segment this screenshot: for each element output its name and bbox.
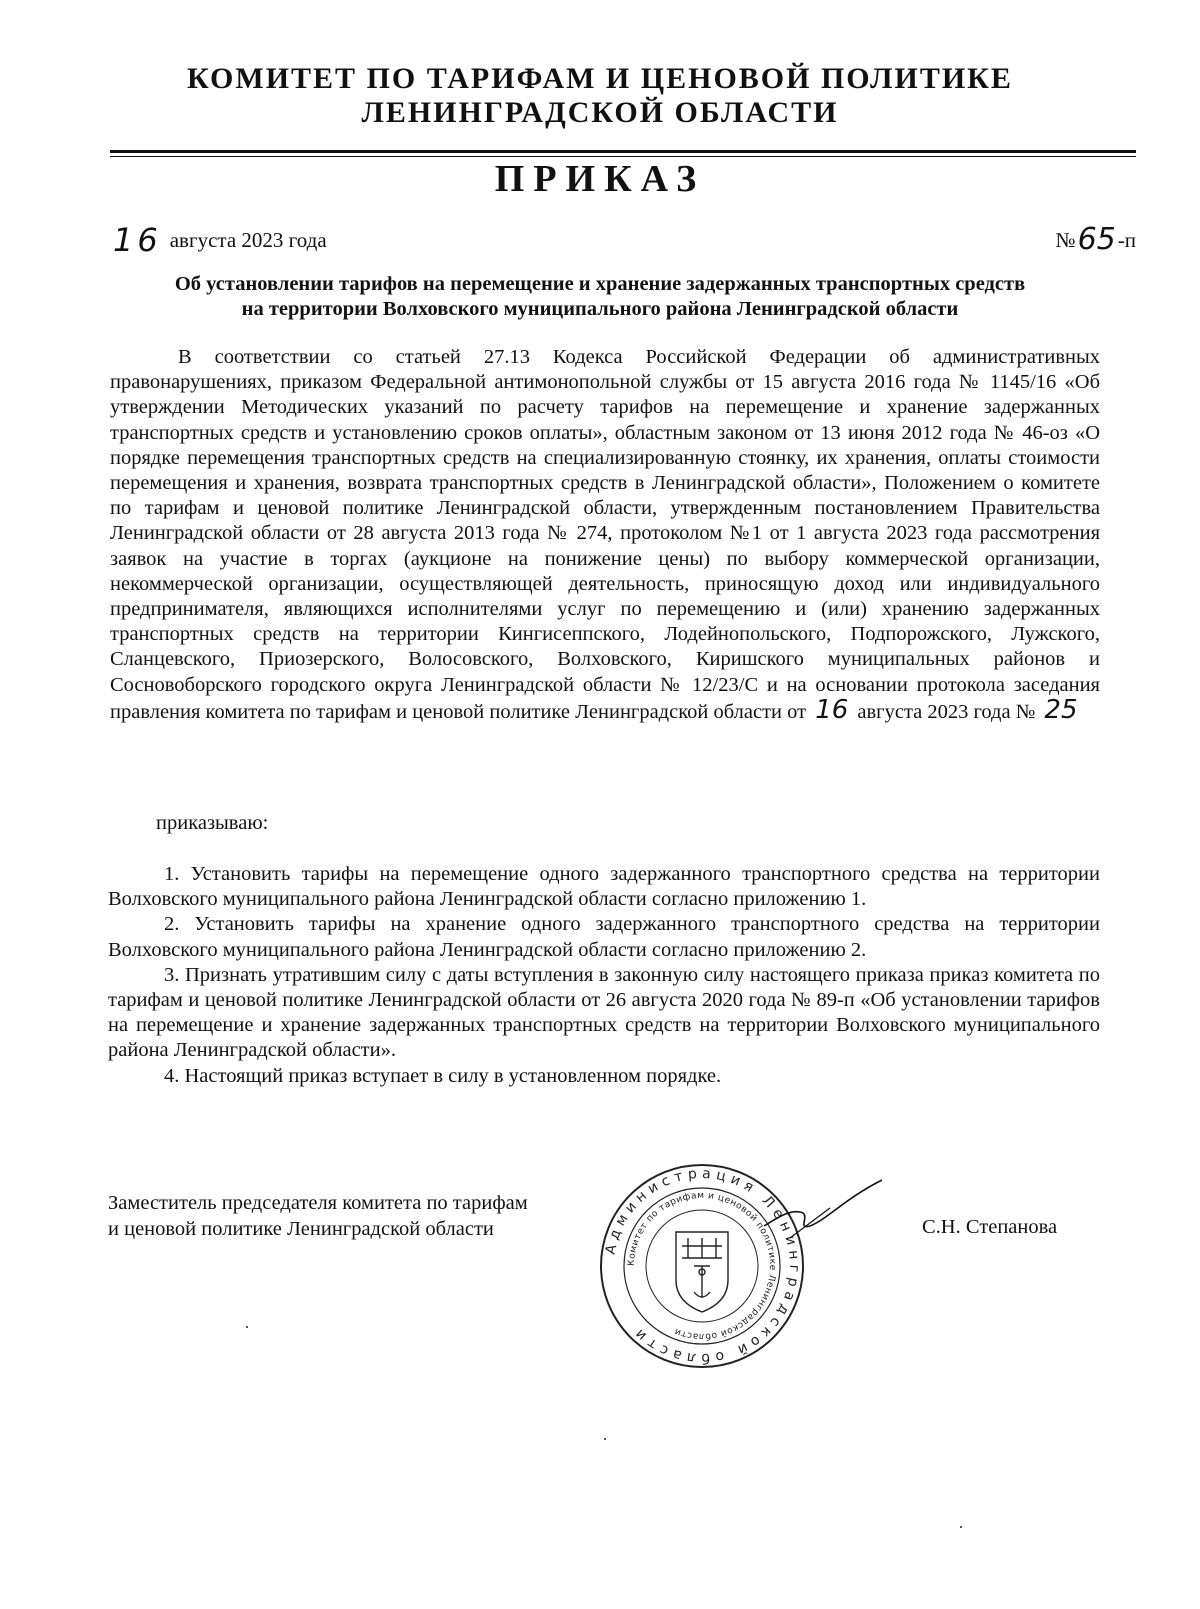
handwritten-signature <box>760 1168 890 1258</box>
subject-line-2: на территории Волховского муниципального района Ленинградской области <box>241 298 959 320</box>
preamble-paragraph <box>110 345 1100 725</box>
document-number <box>1056 220 1136 260</box>
coat-of-arms-icon <box>676 1232 728 1312</box>
issuer-header <box>0 62 1200 130</box>
scan-speck <box>604 1438 606 1440</box>
order-word: приказываю: <box>156 812 269 834</box>
number-suffix: -п <box>1117 228 1136 252</box>
order-items <box>108 862 1100 1089</box>
seal-outer-text: Администрация Ленинградской области <box>602 1165 803 1367</box>
scan-speck <box>246 1326 248 1328</box>
handwritten-protocol-number: 25 <box>1044 694 1078 725</box>
document-subject <box>100 272 1100 322</box>
header-rule-thick <box>110 150 1136 153</box>
document-title: ПРИКАЗ <box>494 158 706 200</box>
subject-line-1: Об установлении тарифов на перемещение и хранение задержанных транспортных средств <box>174 273 1026 295</box>
seal-inner-text: Комитет по тарифам и ценовой политике Ленинградской области <box>626 1190 778 1342</box>
order-item-2: 2. Установить тарифы на хранение одного задержанного транспортного средства на территории Волховского муниципального района Ленинградской области согласно приложению 2. <box>108 913 1100 961</box>
scan-speck <box>960 1526 962 1528</box>
signatory-position <box>108 1190 528 1242</box>
preamble-text: В соответствии со статьей 27.13 Кодекса Российской Федерации об административных правонарушениях, приказом Федеральной антимонопольной службы от 15 августа 2016 года № 1145/16 «Об утверждении Методических указаний по расчету тарифов на перемещение и хранение задержанных транспортных средств и установлению сроков оплаты», областным законом от 13 июня 2012 года № 46-оз «О порядке перемещения транспортных средств на специализированную стоянку, их хранения, оплаты стоимости перемещения и хранения, возврата транспортных средств в Ленинградской области», Положением о комитете по тарифам и ценовой политике Ленинградской области, утвержденным постановлением Правительства Ленинградской области от 28 августа 2013 года № 274, протоколом №1 от 1 августа 2023 года рассмотрения заявок на участие в торгах (аукционе на понижение цены) по выбору коммерческой организации, некоммерческой организации, осуществляющей деятельность, приносящую доход или индивидуального предпринимателя, являющихся исполнителями услуг по перемещению и (или) хранению задержанных транспортных средств на территории Кингисеппского, Лодейнопольского, Подпорожского, Лужского, Сланцевского, Приозерского, Волосовского, Волховского, Киришского муниципальных районов и Сосновоборского городского округа Ленинградской области № 12/23/С и на основании протокола заседания правления комитета по тарифам и ценовой политике Ленинградской области от <box>110 346 1100 723</box>
order-item-3: 3. Признать утратившим силу с даты вступления в законную силу настоящего приказа приказ комитета по тарифам и ценовой политике Ленинградской области от 26 августа 2020 года № 89-п «Об установлении тарифов на перемещение и хранение задержанных транспортных средств на территории Волховского муниципального района Ленинградской области». <box>108 963 1100 1062</box>
number-prefix: № <box>1055 228 1076 252</box>
signatory-position-line-1: Заместитель председателя комитета по тарифам <box>108 1192 528 1214</box>
issuer-line-2: ЛЕНИНГРАДСКОЙ ОБЛАСТИ <box>361 96 839 129</box>
signatory-name: С.Н. Степанова <box>922 1216 1058 1238</box>
date-number-row <box>113 220 1136 260</box>
handwritten-day: 16 <box>113 221 162 259</box>
handwritten-meeting-day: 16 <box>815 694 849 725</box>
date-month-year: августа 2023 года <box>169 228 327 252</box>
preamble-tail: августа 2023 года № <box>857 700 1036 723</box>
handwritten-number: 65 <box>1077 222 1116 257</box>
issuer-line-1: КОМИТЕТ ПО ТАРИФАМ И ЦЕНОВОЙ ПОЛИТИКЕ <box>187 62 1013 95</box>
order-item-1: 1. Установить тарифы на перемещение одного задержанного транспортного средства на территории Волховского муниципального района Ленинградской области согласно приложению 1. <box>108 863 1100 911</box>
order-item-4: 4. Настоящий приказ вступает в силу в установленном порядке. <box>164 1064 722 1087</box>
signatory-position-line-2: и ценовой политике Ленинградской области <box>108 1218 494 1240</box>
document-date <box>113 220 327 260</box>
